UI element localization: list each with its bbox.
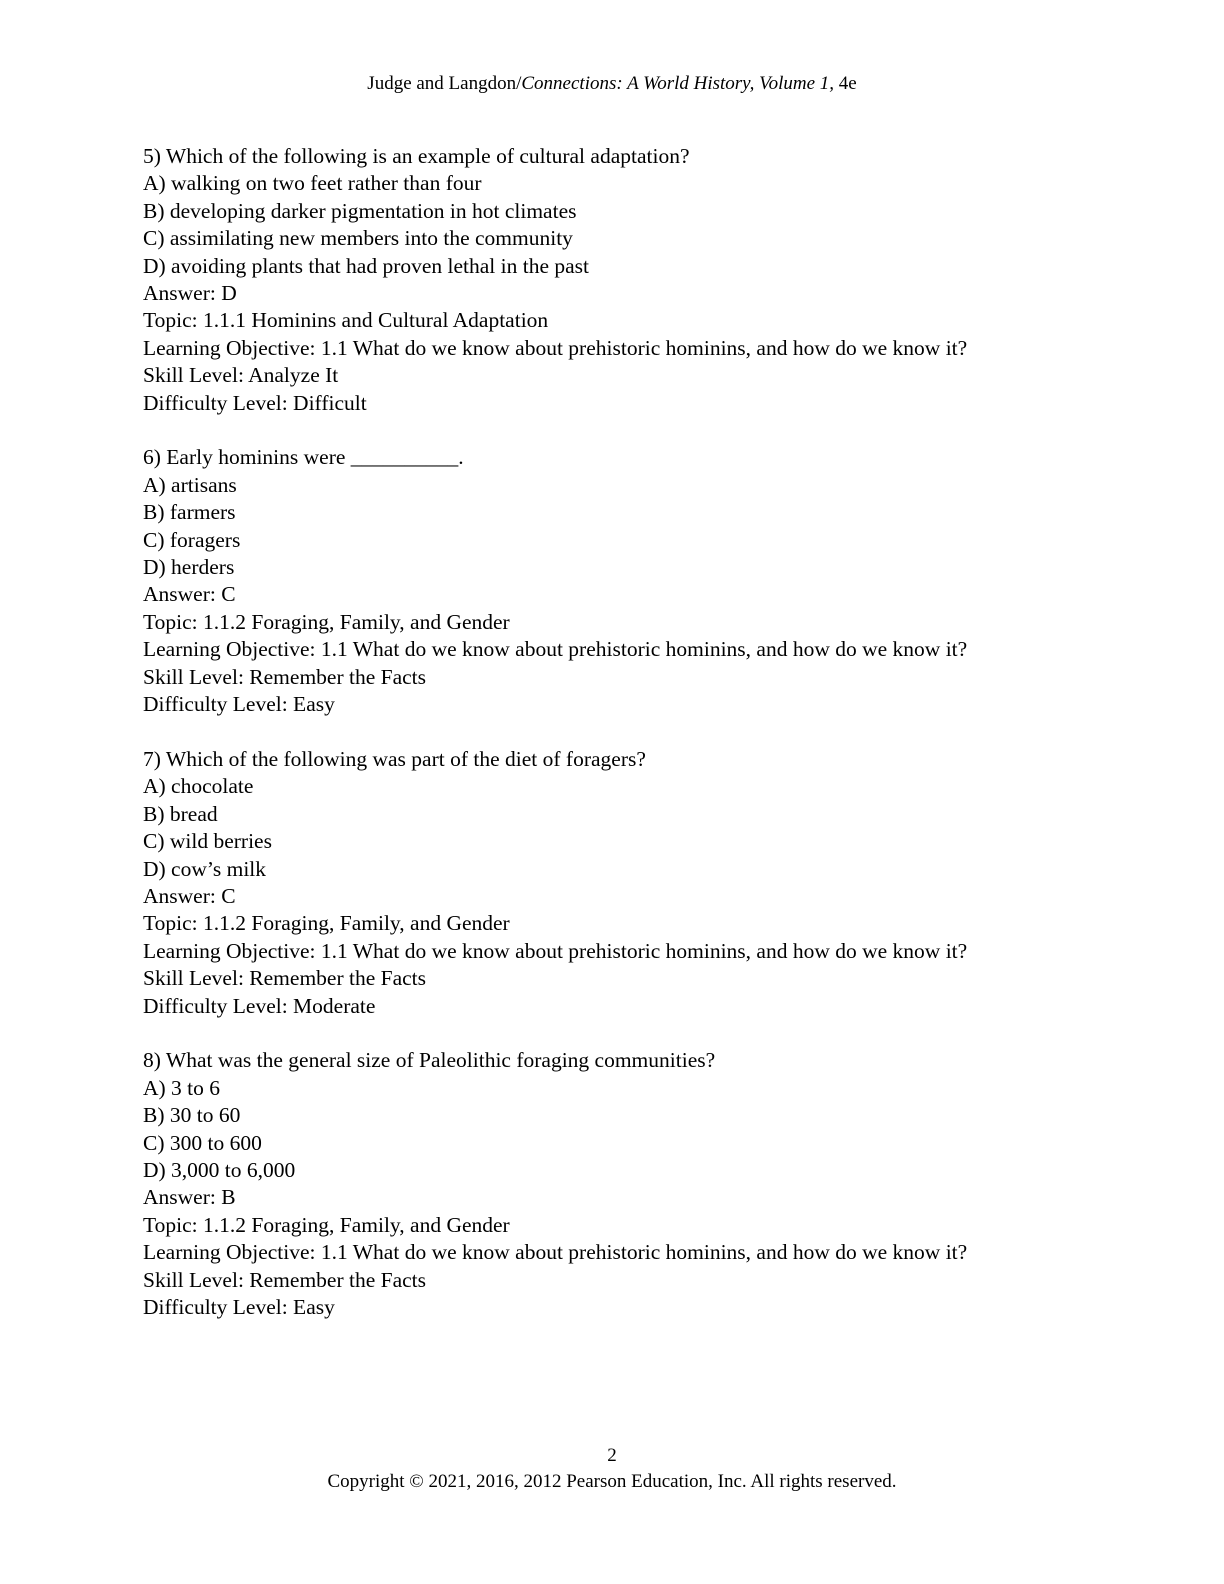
difficulty-level-line: Difficulty Level: Easy <box>143 1295 335 1320</box>
question-7 <box>143 746 1103 1020</box>
question-prompt: 8) What was the general size of Paleolithic foraging communities? <box>143 1048 716 1073</box>
header-book-title: Connections: A World History, Volume 1, <box>521 73 835 94</box>
question-6 <box>143 444 1103 718</box>
question-8 <box>143 1047 1103 1321</box>
answer-line: Answer: C <box>143 582 236 607</box>
learning-objective-line: Learning Objective: 1.1 What do we know about prehistoric hominins, and how do we know it? <box>143 637 968 662</box>
option-b: B) developing darker pigmentation in hot climates <box>143 198 577 223</box>
option-b: B) bread <box>143 801 218 826</box>
topic-line: Topic: 1.1.2 Foraging, Family, and Gender <box>143 1212 510 1237</box>
difficulty-level-line: Difficulty Level: Moderate <box>143 993 376 1018</box>
header-authors: Judge and Langdon/ <box>367 73 522 94</box>
option-d: D) herders <box>143 555 235 580</box>
option-c: C) foragers <box>143 527 241 552</box>
option-d: D) cow’s milk <box>143 856 267 881</box>
question-list <box>143 143 1103 1349</box>
skill-level-line: Skill Level: Remember the Facts <box>143 664 427 689</box>
learning-objective-line: Learning Objective: 1.1 What do we know about prehistoric hominins, and how do we know it? <box>143 1240 968 1265</box>
answer-line: Answer: D <box>143 281 237 306</box>
header-edition: 4e <box>834 73 857 94</box>
answer-line: Answer: C <box>143 883 236 908</box>
option-b: B) 30 to 60 <box>143 1103 241 1128</box>
learning-objective-line: Learning Objective: 1.1 What do we know about prehistoric hominins, and how do we know it? <box>143 938 968 963</box>
option-c: C) assimilating new members into the community <box>143 226 573 251</box>
question-prompt: 7) Which of the following was part of the diet of foragers? <box>143 746 646 771</box>
question-5 <box>143 143 1103 417</box>
copyright-notice: Copyright © 2021, 2016, 2012 Pearson Education, Inc. All rights reserved. <box>327 1471 897 1492</box>
question-prompt: 6) Early hominins were __________. <box>143 445 464 470</box>
option-d: D) avoiding plants that had proven lethal in the past <box>143 253 590 278</box>
difficulty-level-line: Difficulty Level: Difficult <box>143 390 367 415</box>
difficulty-level-line: Difficulty Level: Easy <box>143 692 335 717</box>
option-c: C) wild berries <box>143 829 272 854</box>
learning-objective-line: Learning Objective: 1.1 What do we know about prehistoric hominins, and how do we know it? <box>143 335 968 360</box>
option-d: D) 3,000 to 6,000 <box>143 1157 296 1182</box>
skill-level-line: Skill Level: Analyze It <box>143 363 339 388</box>
page-header <box>0 72 1224 96</box>
option-c: C) 300 to 600 <box>143 1130 262 1155</box>
topic-line: Topic: 1.1.2 Foraging, Family, and Gender <box>143 609 510 634</box>
option-a: A) 3 to 6 <box>143 1075 221 1100</box>
option-a: A) artisans <box>143 472 237 497</box>
option-a: A) chocolate <box>143 774 254 799</box>
answer-line: Answer: B <box>143 1185 236 1210</box>
question-prompt: 5) Which of the following is an example of cultural adaptation? <box>143 144 690 168</box>
topic-line: Topic: 1.1.1 Hominins and Cultural Adaptation <box>143 308 549 333</box>
skill-level-line: Skill Level: Remember the Facts <box>143 1267 427 1292</box>
option-b: B) farmers <box>143 500 236 525</box>
skill-level-line: Skill Level: Remember the Facts <box>143 966 427 991</box>
option-a: A) walking on two feet rather than four <box>143 171 482 196</box>
topic-line: Topic: 1.1.2 Foraging, Family, and Gender <box>143 911 510 936</box>
page-number: 2 <box>607 1445 617 1466</box>
